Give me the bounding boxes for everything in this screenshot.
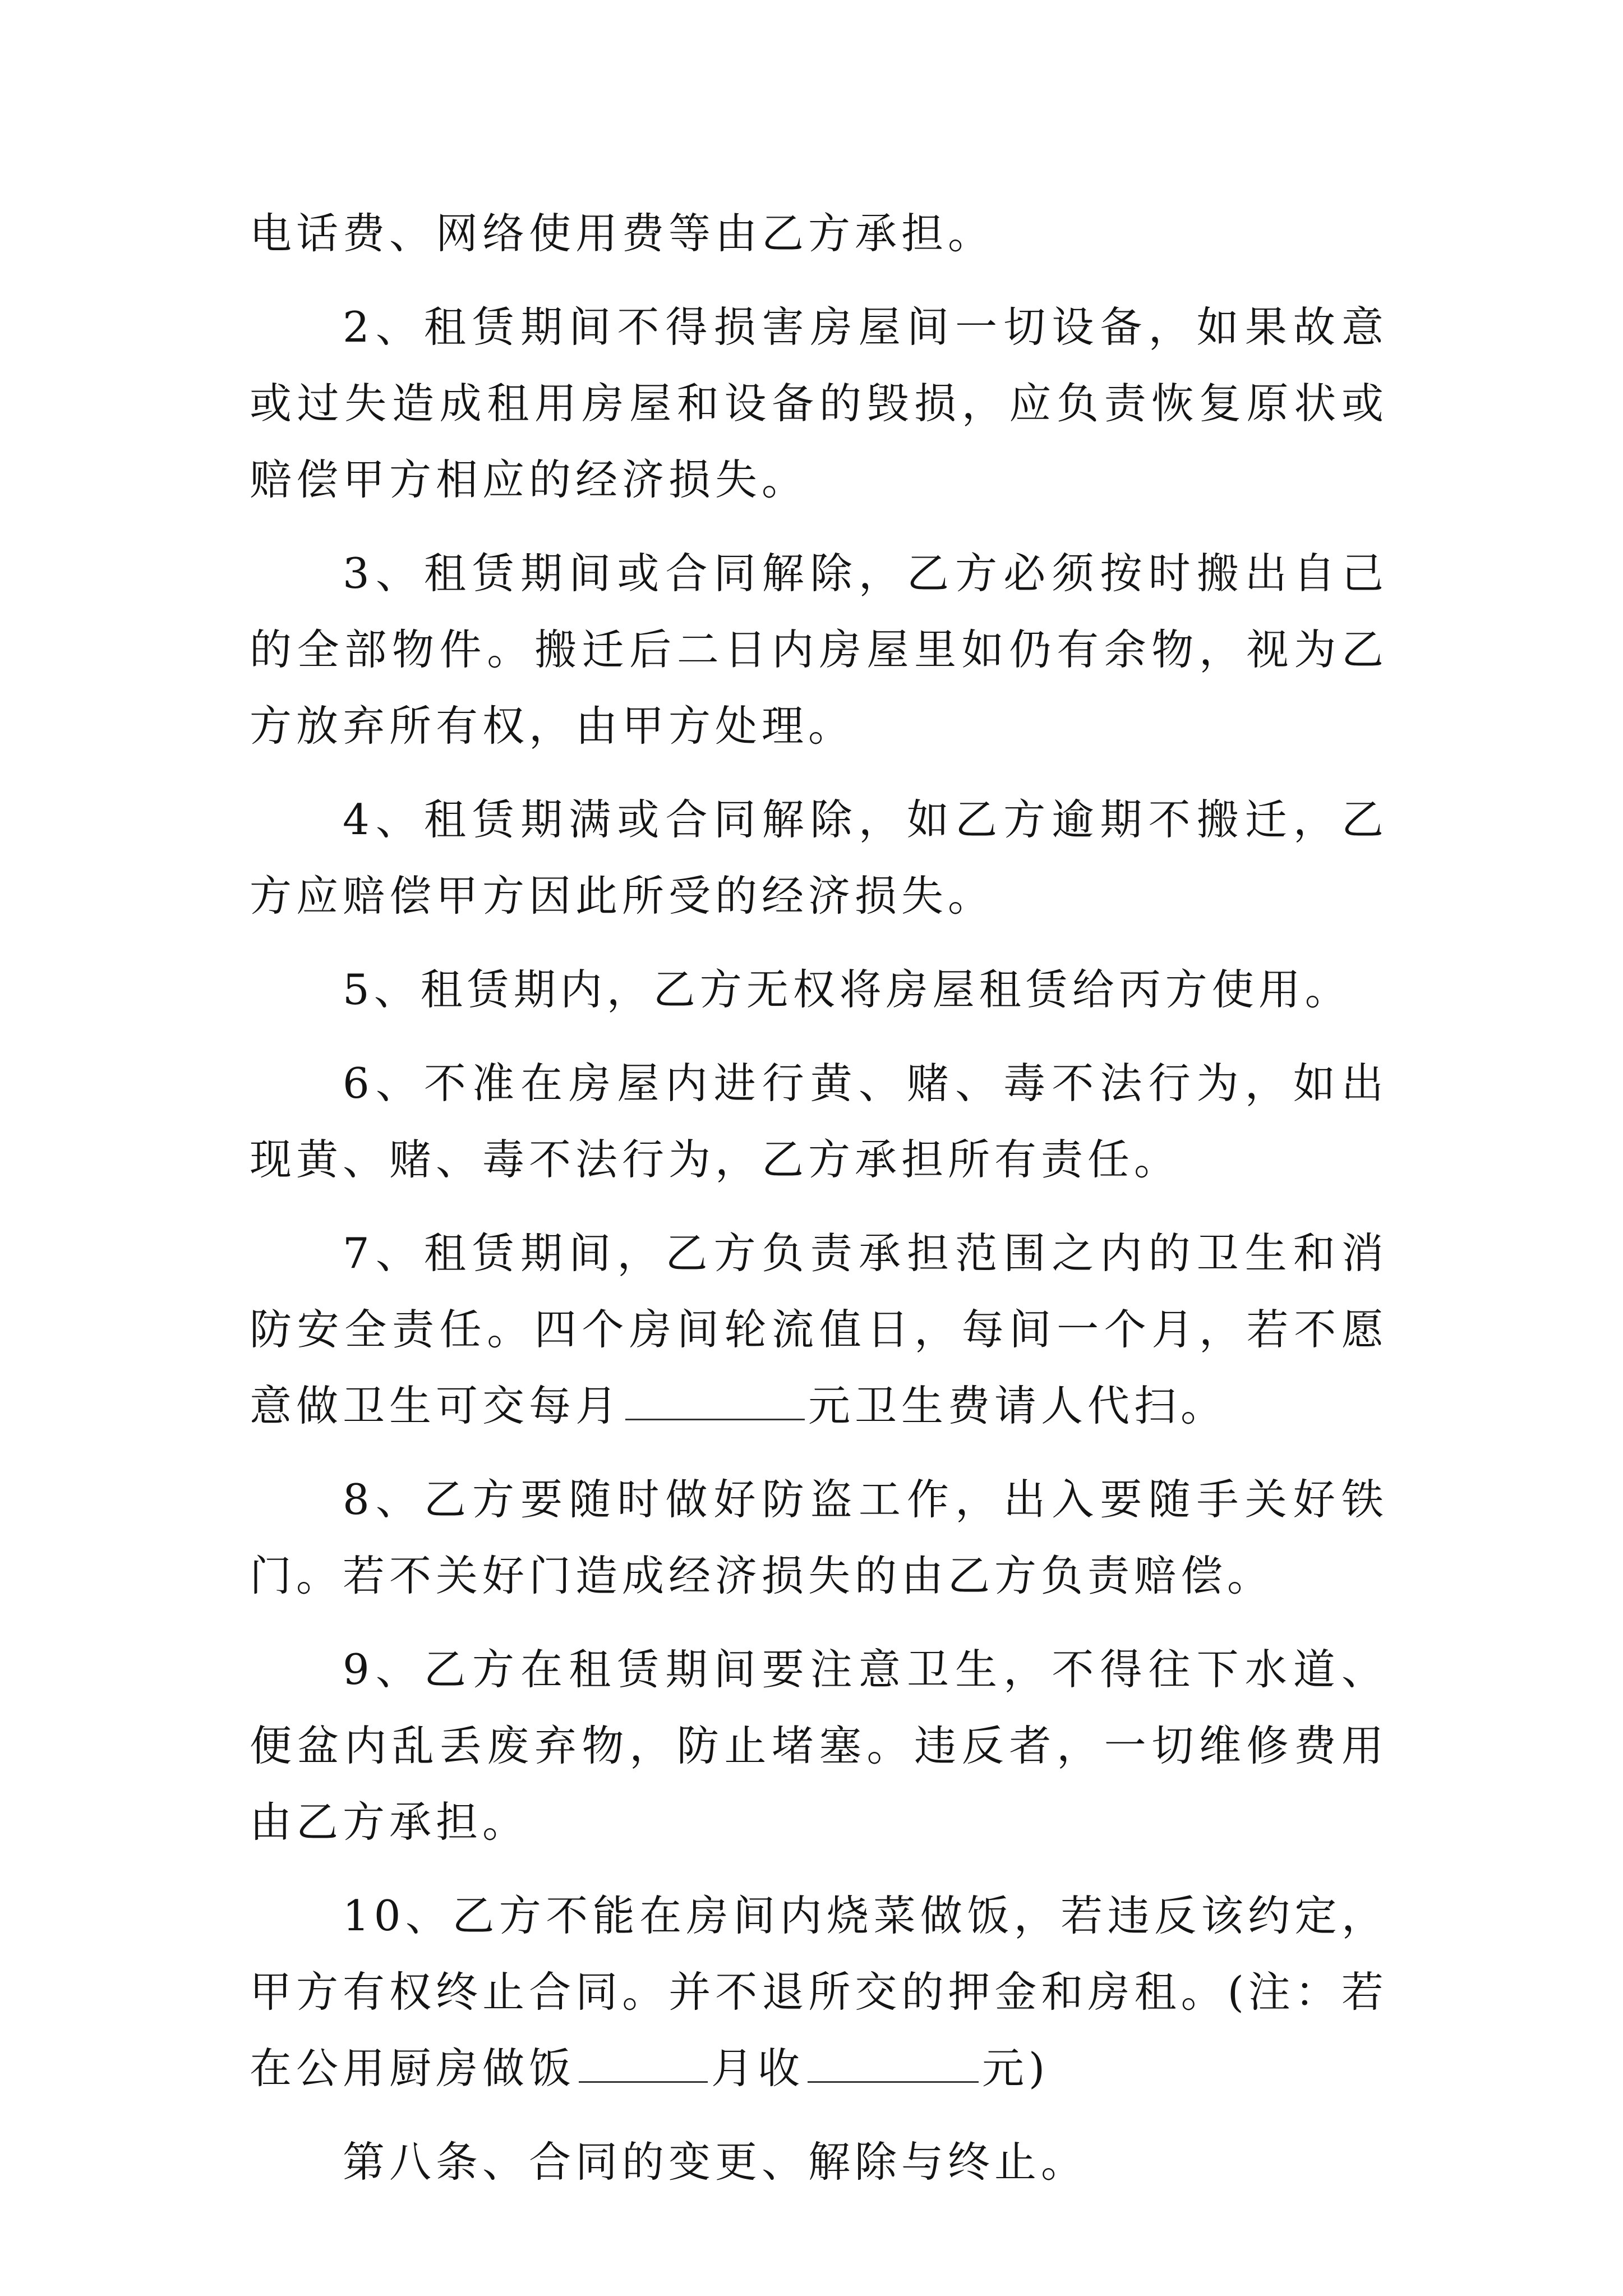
clause-10-text-middle: 月收 [711, 2044, 805, 2093]
sanitation-fee-blank [625, 1385, 805, 1420]
clause-4: 4、租赁期满或合同解除，如乙方逾期不搬迁，乙方应赔偿甲方因此所受的经济损失。 [250, 795, 1388, 921]
clause-7-text: 7、租赁期间，乙方负责承担范围之内的卫生和消防安全责任。四个房间轮流值日，每间一个月，若不愿意做卫生可交每月 [250, 1228, 1388, 1430]
clause-5: 5、租赁期内，乙方无权将房屋租赁给丙方使用。 [343, 965, 1352, 1014]
clause-8: 8、乙方要随时做好防盗工作，出入要随手关好铁门。若不关好门造成经济损失的由乙方负责赔偿。 [250, 1475, 1388, 1600]
clause-10-text-end: 元) [982, 2044, 1050, 2093]
kitchen-fee-blank [808, 2047, 979, 2083]
kitchen-period-blank [579, 2047, 708, 2083]
clause-7 [250, 1215, 1388, 1444]
clause-10-text: 10、乙方不能在房间内烧菜做饭，若违反该约定，甲方有权终止合同。并不退所交的押金和房租。(注：若在公用厨房做饭 [250, 1891, 1388, 2093]
paragraph-continuation: 电话费、网络使用费等由乙方承担。 [250, 209, 995, 258]
clause-3: 3、租赁期间或合同解除，乙方必须按时搬出自己的全部物件。搬迁后二日内房屋里如仍有余物，视为乙方放弃所有权，由甲方处理。 [250, 549, 1388, 751]
clause-9: 9、乙方在租赁期间要注意卫生，不得往下水道、便盆内乱丢废弃物，防止堵塞。违反者，一切维修费用由乙方承担。 [250, 1645, 1388, 1847]
article-8-heading: 第八条、合同的变更、解除与终止。 [343, 2137, 1088, 2187]
clause-10 [250, 1878, 1388, 2106]
clause-2: 2、租赁期间不得损害房屋间一切设备，如果故意或过失造成租用房屋和设备的毁损，应负责恢复原状或赔偿甲方相应的经济损失。 [250, 302, 1388, 504]
clause-7-text-end: 元卫生费请人代扫。 [808, 1381, 1228, 1430]
document-body [250, 195, 1388, 2217]
clause-6: 6、不准在房屋内进行黄、赌、毒不法行为，如出现黄、赌、毒不法行为，乙方承担所有责任。 [250, 1059, 1388, 1184]
